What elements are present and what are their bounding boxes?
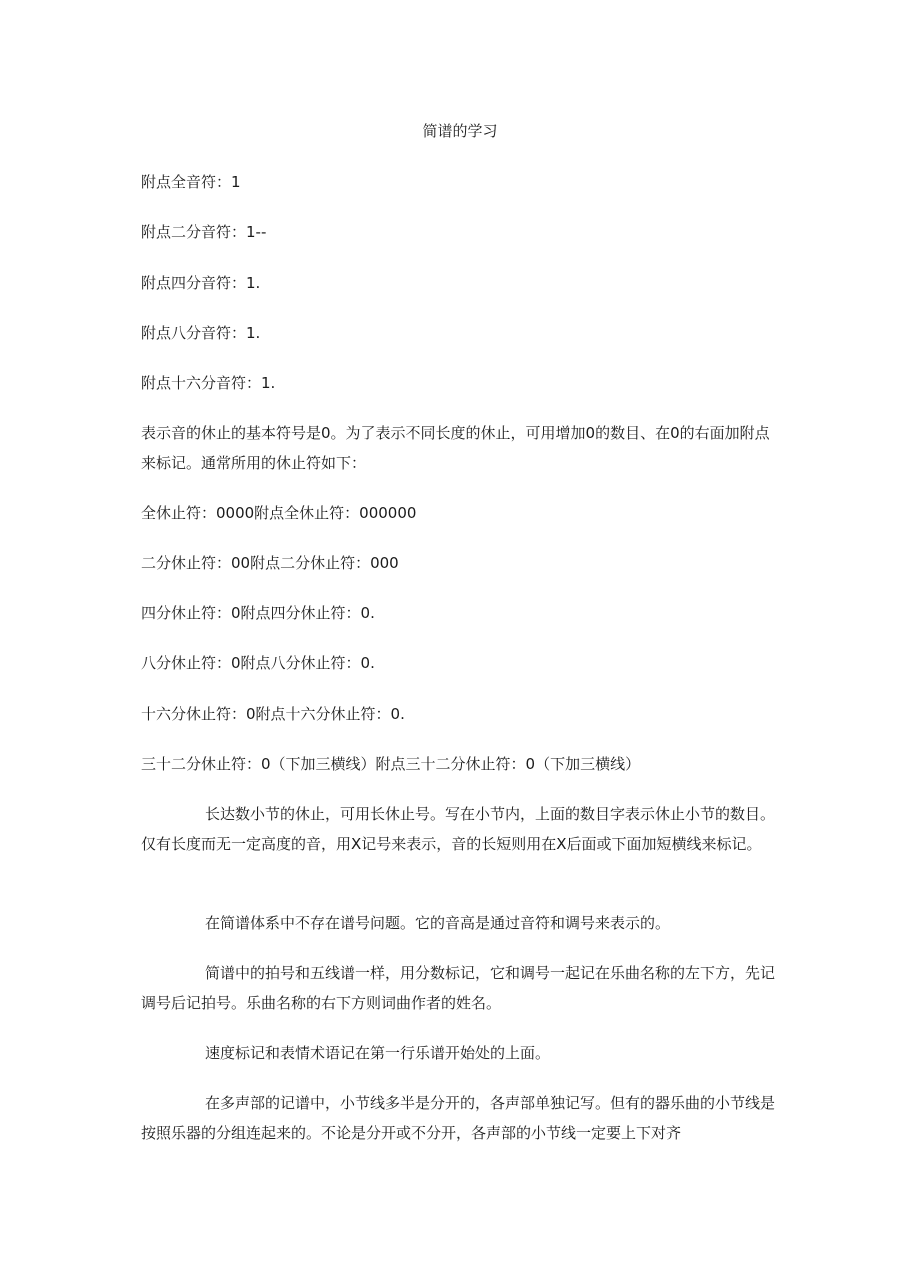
dotted-quarter-note-line: 附点四分音符：1.	[141, 274, 261, 292]
time-signature-paragraph: 简谱中的拍号和五线谱一样，用分数标记，它和调号一起记在乐曲名称的左下方，先记调号后记拍号。乐曲名称的右下方则词曲作者的姓名。	[141, 964, 776, 1012]
dotted-half-note-line: 附点二分音符：1--	[141, 223, 267, 241]
rest-intro-paragraph: 表示音的休止的基本符号是0。为了表示不同长度的休止，可用增加0的数目、在0的右面加附点来标记。通常所用的休止符如下：	[141, 424, 770, 472]
tempo-paragraph: 速度标记和表情术语记在第一行乐谱开始处的上面。	[205, 1044, 551, 1062]
dotted-whole-note-line: 附点全音符：1	[141, 173, 241, 191]
whole-rest-line: 全休止符：0000附点全休止符：000000	[141, 504, 417, 522]
dotted-sixteenth-note-line: 附点十六分音符：1.	[141, 374, 276, 392]
quarter-rest-line: 四分休止符：0附点四分休止符：0.	[141, 604, 375, 622]
page-title: 简谱的学习	[422, 122, 498, 140]
thirty-second-rest-line: 三十二分休止符：0（下加三横线）附点三十二分休止符：0（下加三横线）	[141, 755, 641, 773]
half-rest-line: 二分休止符：00附点二分休止符：000	[141, 554, 399, 572]
sixteenth-rest-line: 十六分休止符：0附点十六分休止符：0.	[141, 705, 405, 723]
eighth-rest-line: 八分休止符：0附点八分休止符：0.	[141, 654, 375, 672]
barline-paragraph: 在多声部的记谱中，小节线多半是分开的，各声部单独记写。但有的器乐曲的小节线是按照乐器的分组连起来的。不论是分开或不分开，各声部的小节线一定要上下对齐	[141, 1094, 776, 1142]
dotted-eighth-note-line: 附点八分音符：1.	[141, 324, 261, 342]
clef-paragraph: 在简谱体系中不存在谱号问题。它的音高是通过音符和调号来表示的。	[205, 914, 671, 932]
long-rest-paragraph: 长达数小节的休止，可用长休止号。写在小节内，上面的数目字表示休止小节的数目。仅有长度而无一定高度的音，用X记号来表示，音的长短则用在X后面或下面加短横线来标记。	[141, 805, 776, 853]
